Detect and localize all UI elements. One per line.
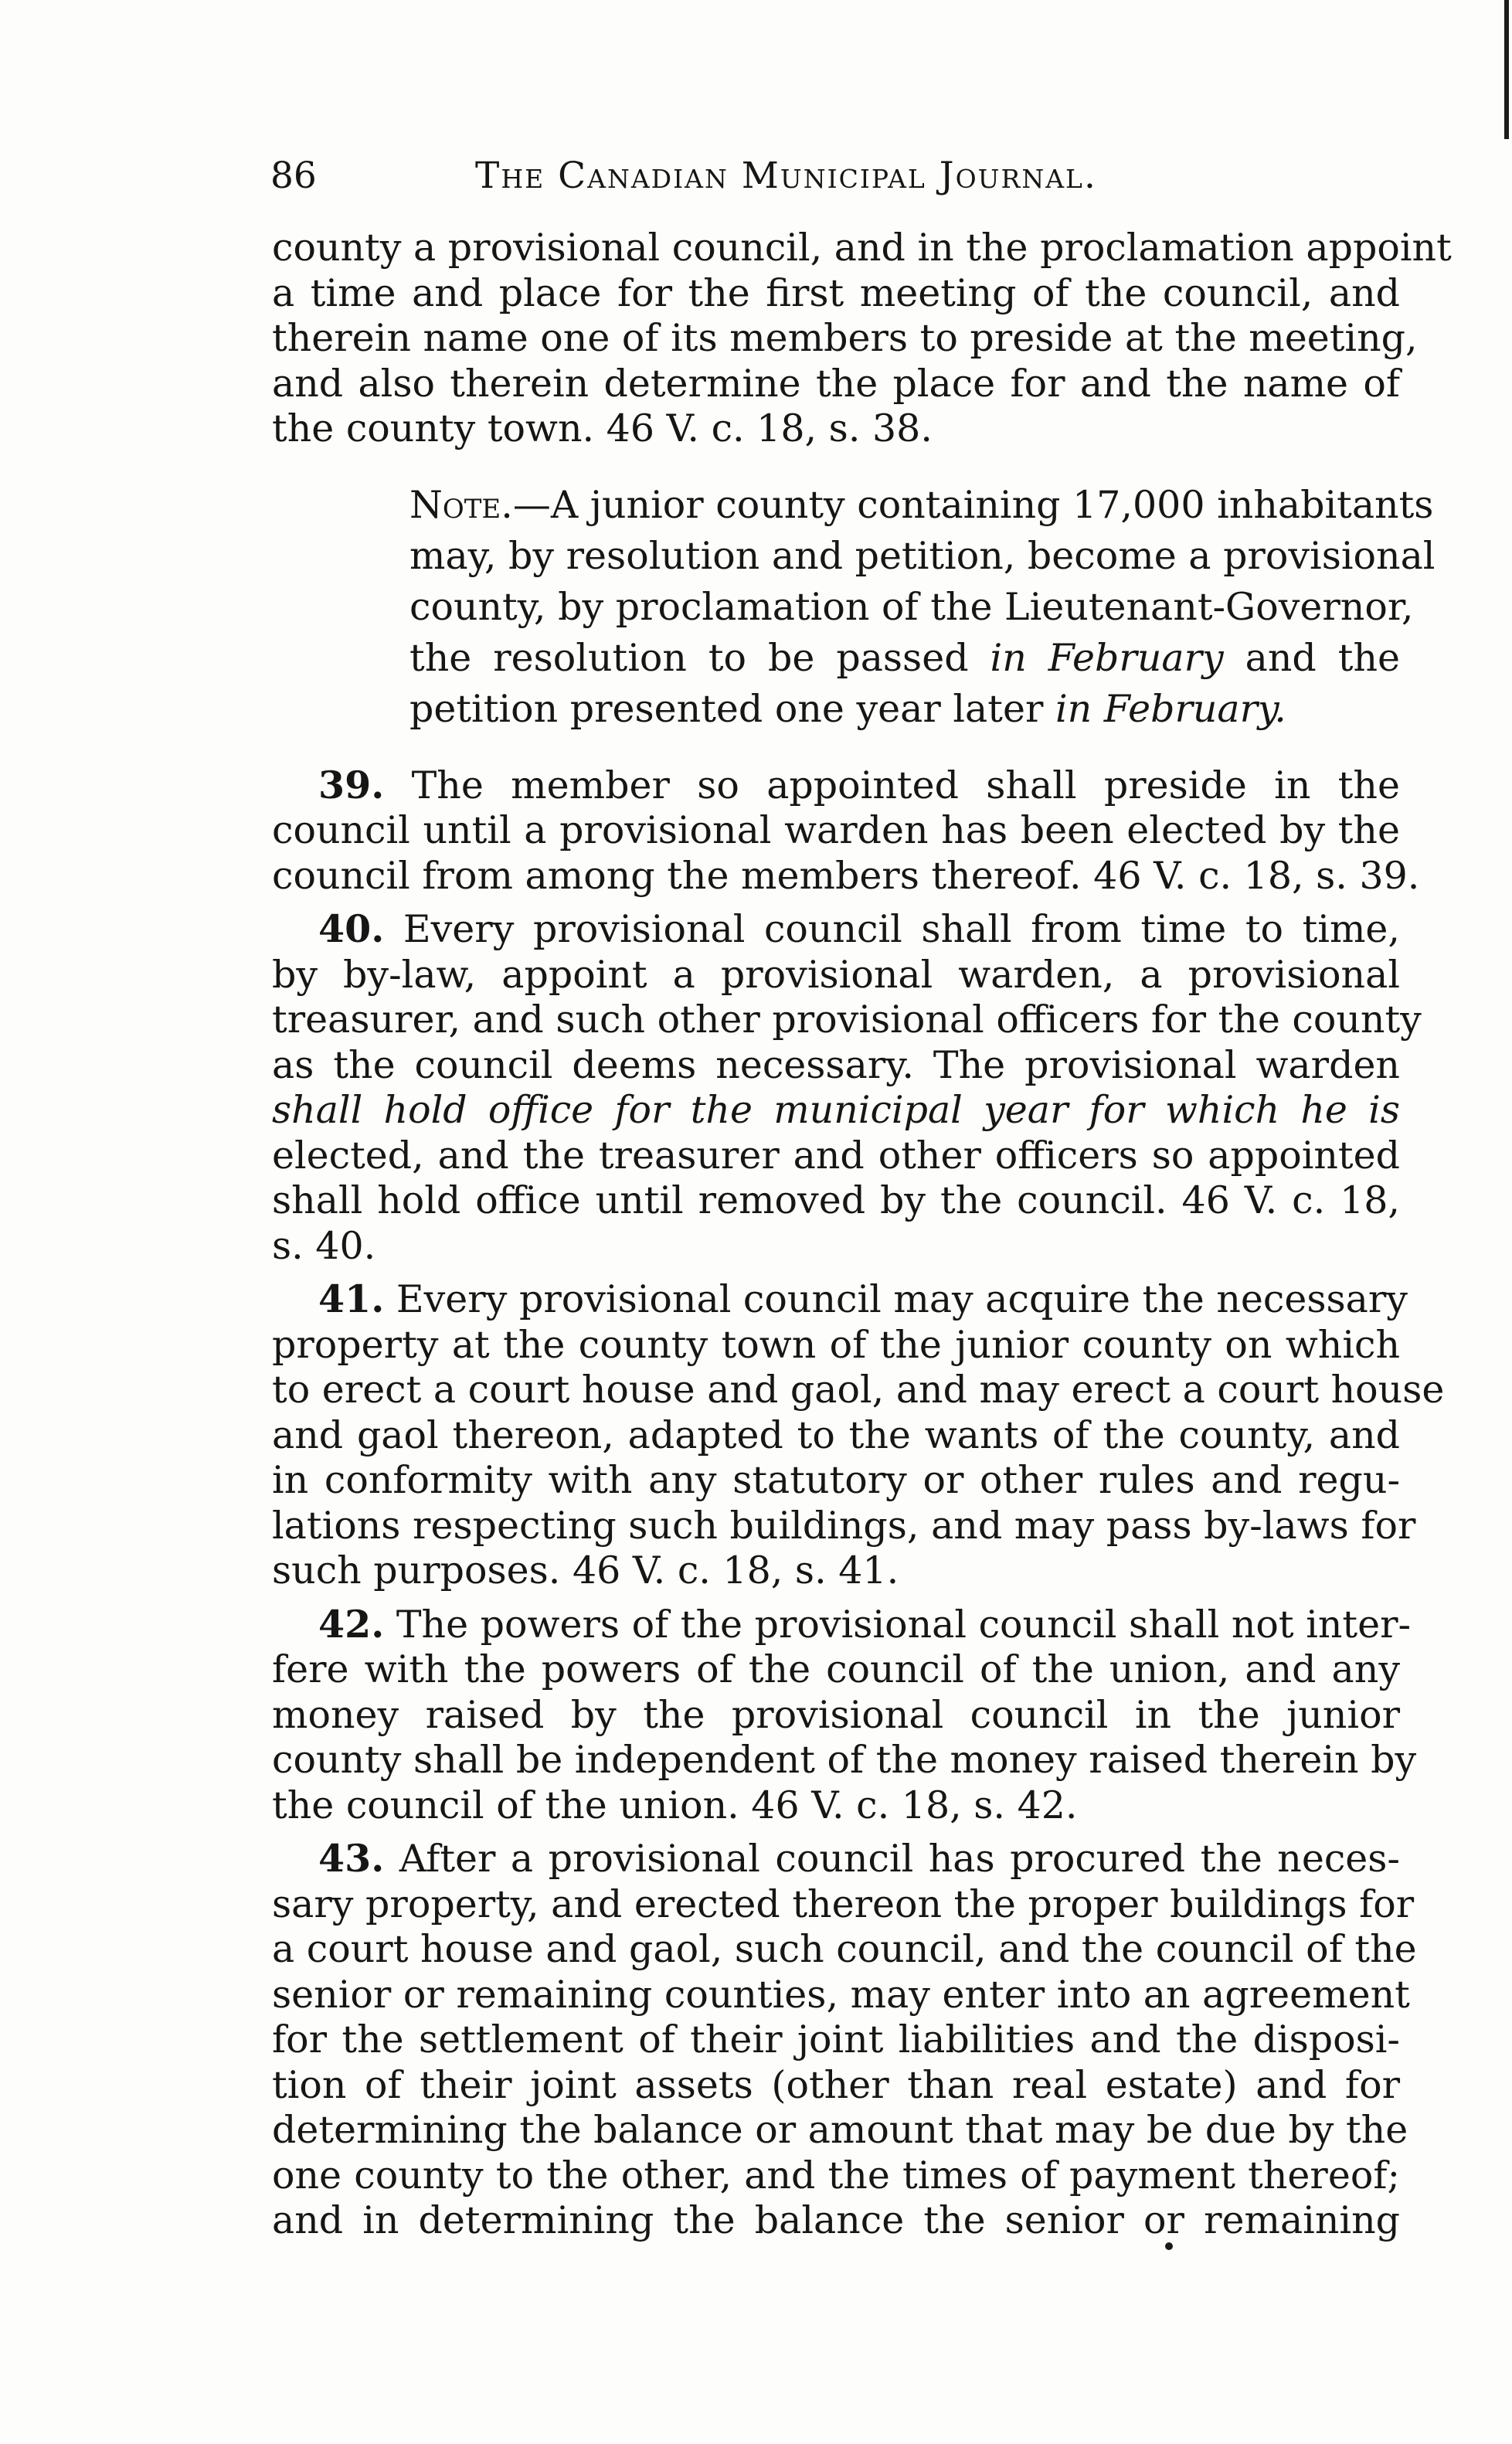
- note-block: [409, 480, 1436, 735]
- text-line: the county town. 46 V. c. 18, s. 38.: [272, 406, 933, 450]
- note-line: the resolution to be passed in February and the: [409, 635, 1400, 680]
- text-line: a court house and gaol, such council, and the council of the: [272, 1927, 1417, 1971]
- intro-paragraph: [272, 226, 1452, 452]
- text-line: tion of their joint assets (other than real estate) and for: [272, 2062, 1400, 2107]
- text-line: elected, and the treasurer and other officers so appointed: [272, 1133, 1400, 1178]
- text-line: and in determining the balance the senior or remaining: [272, 2198, 1400, 2242]
- text-line-italic: shall hold office for the municipal year for which he is: [272, 1088, 1400, 1132]
- text-line: and gaol thereon, adapted to the wants of the county, and: [272, 1412, 1400, 1457]
- text-line: sary property, and erected thereon the proper buildings for: [272, 1881, 1415, 1926]
- text-line: council until a provisional warden has been elected by the: [272, 808, 1400, 852]
- text-line: property at the county town of the junior county on which: [272, 1322, 1400, 1367]
- text-line: county a provisional council, and in the proclamation appoint: [272, 226, 1452, 270]
- text-line: one county to the other, and the times of payment thereof;: [272, 2153, 1400, 2198]
- text-line: 43. After a provisional council has procured the neces-: [318, 1836, 1400, 1881]
- text-line: to erect a court house and gaol, and may erect a court house: [272, 1368, 1445, 1412]
- text-line: s. 40.: [272, 1223, 376, 1268]
- text-line: a time and place for the first meeting of the council, and: [272, 270, 1400, 315]
- note-line: petition presented one year later in February.: [409, 686, 1286, 731]
- text-line: as the council deems necessary. The provisional warden: [272, 1042, 1400, 1087]
- running-title: The Canadian Municipal Journal.: [475, 155, 1097, 197]
- text-line: 42. The powers of the provisional council shall not inter-: [318, 1601, 1412, 1647]
- text-line: 39. The member so appointed shall preside in the: [318, 762, 1400, 807]
- print-mark-dot: [1165, 2242, 1173, 2250]
- text-line: for the settlement of their joint liabilities and the disposi-: [272, 2017, 1400, 2062]
- text-line: 41. Every provisional council may acquire the necessary: [318, 1276, 1408, 1321]
- section-41: [272, 1276, 1445, 1594]
- note-label: Note.: [409, 482, 513, 527]
- section-number: 43.: [318, 1836, 385, 1881]
- section-43: [272, 1836, 1417, 2244]
- text-line: and also therein determine the place for and the name of: [272, 361, 1400, 406]
- page-edge-shadow: [1504, 0, 1512, 2444]
- text-line: in conformity with any statutory or other rules and regu-: [272, 1458, 1400, 1502]
- section-number: 39.: [318, 762, 385, 807]
- section-number: 42.: [318, 1601, 385, 1647]
- section-39: [272, 762, 1420, 899]
- text-line: therein name one of its members to preside at the meeting,: [272, 316, 1418, 360]
- text-line: lations respecting such buildings, and may pass by-laws for: [272, 1503, 1416, 1548]
- text-line: such purposes. 46 V. c. 18, s. 41.: [272, 1548, 899, 1593]
- text-line: by by-law, appoint a provisional warden, a provisional: [272, 952, 1400, 997]
- text-line: 40. Every provisional council shall from time to time,: [318, 906, 1400, 951]
- section-number: 41.: [318, 1276, 385, 1321]
- text-line: treasurer, and such other provisional officers for the county: [272, 998, 1422, 1042]
- text-line: determining the balance or amount that may be due by the: [272, 2108, 1408, 2152]
- text-line: fere with the powers of the council of the union, and any: [272, 1647, 1400, 1691]
- page-header: [270, 153, 1398, 199]
- note-line: Note.—A junior county containing 17,000 inhabitants: [409, 482, 1434, 527]
- section-42: [272, 1601, 1417, 1829]
- text-line: shall hold office until removed by the council. 46 V. c. 18,: [272, 1178, 1400, 1222]
- text-line: the council of the union. 46 V. c. 18, s. 42.: [272, 1783, 1078, 1827]
- section-number: 40.: [318, 906, 385, 951]
- text-line: money raised by the provisional council in the junior: [272, 1692, 1400, 1737]
- section-40: [272, 906, 1422, 1269]
- body-text: [272, 226, 1452, 2244]
- note-line: county, by proclamation of the Lieutenant-Governor,: [409, 584, 1414, 629]
- page-number: 86: [270, 155, 317, 197]
- text-line: council from among the members thereof. 46 V. c. 18, s. 39.: [272, 853, 1420, 898]
- text-line: county shall be independent of the money raised therein by: [272, 1738, 1417, 1782]
- text-line: senior or remaining counties, may enter into an agreement: [272, 1972, 1410, 2017]
- note-line: may, by resolution and petition, become a provisional: [409, 533, 1436, 578]
